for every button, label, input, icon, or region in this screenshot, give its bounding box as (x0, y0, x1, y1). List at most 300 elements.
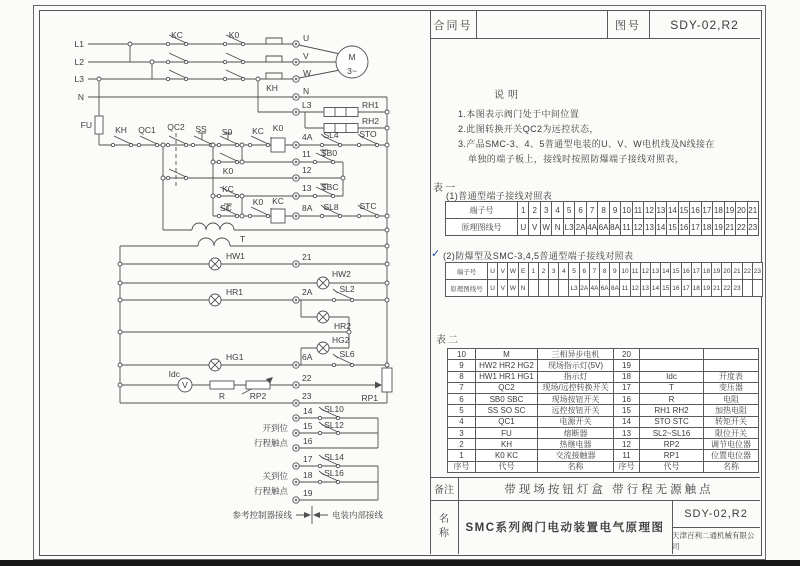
schematic-label: RH1 (362, 100, 380, 110)
schematic-label: R (218, 391, 226, 401)
schematic-label: K0 (222, 166, 234, 176)
schematic-label: 23 (302, 391, 312, 401)
schematic-label: FU (80, 120, 92, 130)
table-cell: 调节电位器 (704, 439, 759, 450)
table-cell: L3 (569, 280, 579, 297)
table-cell: SL2~SL16 (640, 428, 704, 439)
table-cell: 8 (600, 263, 610, 280)
table-cell: 10 (448, 349, 476, 360)
table-cell: 12 (644, 202, 655, 219)
table-cell: 16 (679, 219, 690, 236)
schematic-label: KC (272, 196, 284, 206)
rp2-potentiometer (246, 381, 270, 389)
table1-title: (1)普通型端子接线对照表 (446, 191, 553, 201)
table-cell: 13 (651, 263, 661, 280)
table-cell: R (640, 394, 704, 405)
table-cell: QC1 (476, 417, 538, 428)
terminal-v (293, 59, 299, 65)
schematic-label: KC (171, 30, 183, 40)
table-cell: 4A (590, 280, 600, 297)
table-cell: 名称 (704, 462, 759, 473)
table-cell: 9 (610, 263, 620, 280)
schematic-label: 行程触点 (253, 438, 288, 448)
table-cell: 12 (633, 219, 644, 236)
table-cell: 10 (620, 263, 630, 280)
schematic-label: 电装内部接线 (332, 510, 384, 520)
table-cell: 2A (575, 219, 586, 236)
table-cell: W (508, 263, 518, 280)
schematic-label: L2 (74, 57, 84, 67)
schematic-label: STO (359, 129, 377, 139)
table-cell: V (498, 263, 508, 280)
component-table-label: 表二 (436, 335, 460, 346)
table-cell: HW2 HR2 HG2 (476, 360, 538, 371)
remarks-value: 带现场按钮灯盒 带行程无源触点 (504, 483, 714, 496)
schematic-label: HW2 (332, 269, 351, 279)
table-cell: 12 (631, 280, 641, 297)
note-line-3: 3.产品SMC-3、4、5普通型电装的U、V、W电机线及N线接在 (458, 139, 715, 149)
table-cell: 23 (732, 280, 742, 297)
schematic-label: RP1 (361, 393, 378, 403)
schematic-label: N (77, 92, 84, 102)
table-cell: 序号 (614, 462, 640, 473)
table-cell: KH (476, 439, 538, 450)
table-cell: 21 (732, 263, 742, 280)
table-cell: 2 (448, 439, 476, 450)
schematic-label: HR1 (226, 287, 244, 297)
table-cell: 热继电器 (538, 439, 614, 450)
schematic-label: 8A (302, 203, 313, 213)
table-cell: T (640, 383, 704, 394)
schematic-label: 21 (302, 252, 312, 262)
rh1-resistor (324, 108, 358, 117)
table-cell: E (519, 263, 529, 280)
node (385, 228, 389, 232)
table-cell: 19 (712, 263, 722, 280)
node (385, 262, 389, 266)
terminal-l3 (293, 109, 299, 115)
table-cell: 端子号 (446, 263, 488, 280)
schematic-label: SBC (321, 182, 339, 192)
terminal-19 (293, 497, 299, 503)
schematic-label: SS (195, 124, 207, 134)
node (211, 143, 215, 147)
table-cell: 13 (641, 280, 651, 297)
hr2-lamp (317, 311, 329, 323)
node (211, 194, 215, 198)
schematic-label: HG2 (332, 335, 350, 345)
table-cell: 16 (671, 280, 681, 297)
node (385, 214, 389, 218)
table-cell: 16 (690, 202, 701, 219)
schematic-label: SL16 (324, 468, 344, 478)
table-cell: 18 (692, 280, 702, 297)
kh-heater (266, 56, 282, 62)
r-resistor (210, 381, 234, 389)
table-cell: 5 (569, 263, 579, 280)
table-cell: 17 (614, 383, 640, 394)
schematic-label: STC (359, 201, 377, 211)
terminal-2a (293, 297, 299, 303)
schematic-label: Idc (168, 369, 180, 379)
table-cell: 现场指示灯(5V) (538, 360, 614, 371)
table-cell: 8A (610, 219, 621, 236)
table-cell: 16 (682, 263, 692, 280)
node (161, 143, 165, 147)
table-cell: 17 (692, 263, 702, 280)
terminal-8a (293, 213, 299, 219)
drawing-no-footer: SDY-02,R2 (684, 507, 748, 520)
terminal-12 (293, 175, 299, 181)
hg2-lamp (317, 342, 329, 354)
schematic-label: KC (252, 126, 264, 136)
schematic-label: SL14 (324, 452, 344, 462)
table-cell: 转矩开关 (704, 417, 759, 428)
table-cell: 20 (614, 349, 640, 360)
table-cell: 原理图线号 (446, 280, 488, 297)
table-cell: 14 (656, 219, 667, 236)
table-cell: 9 (448, 360, 476, 371)
table-cell: 16 (614, 394, 640, 405)
kh-heater (266, 73, 282, 79)
table-cell: 13 (614, 428, 640, 439)
schematic-label: 16 (303, 436, 313, 446)
schematic-label: V (182, 380, 188, 390)
schematic-label: KH (115, 125, 127, 135)
table-cell: 15 (679, 202, 690, 219)
node (385, 143, 389, 147)
terminal-23 (293, 400, 299, 406)
schematic-label: 13 (302, 183, 312, 193)
company-name: 天津百利二通机械有限公司 (672, 530, 755, 551)
node (211, 160, 215, 164)
terminal-18 (293, 479, 299, 485)
table-cell: 12 (614, 439, 640, 450)
node (385, 110, 389, 114)
table-cell: Idc (640, 372, 704, 383)
drawing-no-label: 图号 (615, 19, 641, 32)
table-cell: 4 (559, 263, 569, 280)
table-cell: HW1 HR1 HG1 (476, 372, 538, 383)
table-cell: 18 (702, 263, 712, 280)
table-cell: 指示灯 (538, 372, 614, 383)
terminal-17 (293, 463, 299, 469)
node (150, 60, 154, 64)
table2-title: (2)防爆型及SMC-3,4,5普通型端子接线对照表 (443, 251, 634, 261)
node (385, 244, 389, 248)
terminal-6a (293, 362, 299, 368)
table-cell: 17 (702, 202, 713, 219)
table-cell: SB0 SBC (476, 394, 538, 405)
table-cell: 21 (748, 202, 759, 219)
table-cell: 加热电阻 (704, 405, 759, 416)
table-cell: 2 (529, 202, 540, 219)
schematic-label: SB0 (321, 148, 338, 158)
table-cell: 熔断器 (538, 428, 614, 439)
hg1-lamp (209, 359, 221, 371)
schematic-label: 22 (302, 373, 312, 383)
check-mark: ✓ (431, 248, 441, 260)
schematic-label: HR2 (334, 321, 352, 331)
rp1-potentiometer (382, 368, 392, 392)
schematic-label: 17 (303, 454, 313, 464)
schematic-label: K0 (228, 30, 240, 40)
schematic-label: K0 (272, 123, 284, 133)
table-cell: 交流接触器 (538, 450, 614, 461)
table-cell: 6 (575, 202, 586, 219)
table-cell: 11 (621, 219, 632, 236)
schematic-label: V (303, 51, 309, 61)
node (118, 330, 122, 334)
rp1-wiper-arrow (375, 382, 382, 389)
schematic-label: HG1 (226, 352, 244, 362)
boundary-arrow-left (304, 512, 311, 518)
table-cell: 4 (448, 417, 476, 428)
schematic-label: 关到位 (262, 471, 288, 481)
table-cell: 代号 (640, 462, 704, 473)
table-cell: 代号 (476, 462, 538, 473)
schematic-label: 12 (302, 165, 312, 175)
table-cell: 6A (600, 280, 610, 297)
terminal-13 (293, 193, 299, 199)
table-cell: RP1 (640, 450, 704, 461)
table-cell: 23 (753, 263, 763, 280)
table-cell: 14 (614, 417, 640, 428)
table-cell: 22 (743, 263, 753, 280)
node (240, 143, 244, 147)
table-cell: 15 (614, 405, 640, 416)
schematic-label: RH2 (362, 116, 380, 126)
node (128, 42, 132, 46)
kc-coil (271, 209, 285, 223)
table-cell: V (529, 219, 540, 236)
schematic-label: W (303, 68, 312, 78)
drawing-no-value: SDY-02,R2 (670, 17, 739, 32)
table-cell: 12 (641, 263, 651, 280)
table-cell: 2 (539, 263, 549, 280)
table-cell: 15 (671, 263, 681, 280)
schematic-label: 2A (302, 287, 313, 297)
node (385, 126, 389, 130)
table-cell: 5 (448, 405, 476, 416)
terminal-11 (293, 159, 299, 165)
table-cell: SS SO SC (476, 405, 538, 416)
notes-heading: 说明 (494, 90, 522, 101)
contract-no-label: 合同号 (433, 19, 473, 32)
table-cell: 14 (651, 280, 661, 297)
table-cell: 14 (667, 202, 678, 219)
table-cell: 3 (541, 202, 552, 219)
table-cell: 22 (722, 280, 732, 297)
table-cell: 2A (580, 280, 590, 297)
schematic-label: U (303, 33, 310, 43)
schematic-labels (75, 30, 384, 520)
schematic-label: 18 (303, 470, 313, 480)
terminal-21 (293, 261, 299, 267)
table-cell: U (488, 263, 498, 280)
node (118, 383, 122, 387)
schematic-label: M (348, 52, 356, 62)
terminal-14 (293, 415, 299, 421)
table-cell: 8 (598, 202, 609, 219)
schematic-label: QC2 (167, 122, 185, 132)
terminal-16 (293, 445, 299, 451)
node (118, 281, 122, 285)
terminal-w (293, 76, 299, 82)
table-cell: 18 (614, 372, 640, 383)
terminal-4a (293, 142, 299, 148)
schematic-label: L3 (302, 100, 312, 110)
table-cell: 位置电位器 (704, 450, 759, 461)
table-cell: K0 KC (476, 450, 538, 461)
table-cell: 15 (661, 280, 671, 297)
table-cell: 21 (725, 219, 736, 236)
hw1-lamp (209, 258, 221, 270)
node (240, 214, 244, 218)
boundary-arrow-right (313, 512, 320, 518)
node (385, 281, 389, 285)
node (161, 176, 165, 180)
table-cell: 5 (564, 202, 575, 219)
table-cell: 4 (552, 202, 563, 219)
table-cell: 19 (713, 219, 724, 236)
table-cell: 1 (529, 263, 539, 280)
table-cell: U (488, 280, 498, 297)
schematic-label: T (240, 234, 246, 244)
table-cell: RP2 (640, 439, 704, 450)
terminal-u (293, 41, 299, 47)
table-cell: W (541, 219, 552, 236)
table-cell: 远控按钮开关 (538, 405, 614, 416)
name-label: 名称 (439, 514, 449, 539)
schematic-label: 开到位 (262, 423, 288, 433)
schematic-label: S0 (221, 127, 233, 137)
table-cell: 21 (712, 280, 722, 297)
schematic-label: 19 (303, 488, 313, 498)
table-cell: 11 (633, 202, 644, 219)
table-cell: 11 (614, 450, 640, 461)
kh-heater (266, 38, 282, 44)
schematic-label: KH (266, 83, 278, 93)
schematic-label: 4A (302, 132, 313, 142)
terminal-15 (293, 430, 299, 436)
schematic-label: N (303, 86, 310, 96)
hw2-lamp (317, 277, 329, 289)
schematic-label: 14 (303, 406, 313, 416)
table-cell: 电源开关 (538, 417, 614, 428)
table-cell: 3 (549, 263, 559, 280)
table-cell: 11 (620, 280, 630, 297)
schematic-label: L3 (74, 74, 84, 84)
table-cell: 18 (713, 202, 724, 219)
table-cell: 15 (667, 219, 678, 236)
node (118, 262, 122, 266)
k0-coil (271, 138, 285, 152)
table-cell: N (552, 219, 563, 236)
schematic-label: QC1 (138, 125, 156, 135)
table-cell: 6A (598, 219, 609, 236)
table-cell: 13 (656, 202, 667, 219)
note-line-1: 1.本图表示阀门处于中间位置 (458, 109, 580, 119)
schematic-label: 6A (302, 352, 313, 362)
schematic-label: 行程触点 (253, 486, 288, 496)
schematic-label: 3~ (347, 66, 357, 76)
table-cell: QC2 (476, 383, 538, 394)
table-cell: 13 (644, 219, 655, 236)
terminal-22 (293, 382, 299, 388)
schematic-label: SC (220, 203, 232, 213)
node (385, 363, 389, 367)
table-cell: 1 (448, 450, 476, 461)
node (256, 77, 260, 81)
remarks-label: 备注 (434, 485, 454, 496)
table-cell: W (508, 280, 518, 297)
table-cell: 20 (722, 263, 732, 280)
table-cell: 14 (661, 263, 671, 280)
table-cell: 变压器 (704, 383, 759, 394)
table-cell: L3 (564, 219, 575, 236)
table-cell: 17 (682, 280, 692, 297)
node (385, 298, 389, 302)
fuse-symbol (95, 116, 103, 134)
node (118, 363, 122, 367)
table-cell: 名称 (538, 462, 614, 473)
schematic-label: SL8 (323, 202, 339, 212)
table-cell: 1 (518, 202, 529, 219)
table-cell: 现场按钮开关 (538, 394, 614, 405)
table-cell: 8A (610, 280, 620, 297)
table-cell: 7 (587, 202, 598, 219)
hr1-lamp (209, 294, 221, 306)
table-cell: RH1 RH2 (640, 405, 704, 416)
node (341, 176, 345, 180)
table-cell: 端子号 (446, 202, 518, 219)
table-cell: 8 (448, 372, 476, 383)
table-cell: 18 (702, 219, 713, 236)
table-cell: U (518, 219, 529, 236)
table-cell: 17 (690, 219, 701, 236)
schematic-label: 15 (303, 421, 313, 431)
table-cell: 三相异步电机 (538, 349, 614, 360)
table-cell: STO STC (640, 417, 704, 428)
table-cell: 6 (448, 394, 476, 405)
schematic-label: SL6 (339, 349, 355, 359)
table-cell: 7 (590, 263, 600, 280)
table-cell: 4A (587, 219, 598, 236)
node (240, 194, 244, 198)
table-cell: 10 (621, 202, 632, 219)
note-line-2: 2.此图转换开关QC2为远控状态， (458, 124, 599, 134)
table-cell: 9 (610, 202, 621, 219)
schematic-label: SL4 (323, 130, 339, 140)
schematic-label: HW1 (226, 251, 245, 261)
schematic-label: SL10 (324, 404, 344, 414)
table-cell: 3 (448, 428, 476, 439)
node (97, 77, 101, 81)
table-cell: 11 (631, 263, 641, 280)
schematic-label: L1 (74, 39, 84, 49)
table-cell: 开度表 (704, 372, 759, 383)
note-line-4: 单独的端子板上，接线时按照防爆端子接线对照表， (468, 154, 685, 164)
schematic-label: KC (222, 184, 234, 194)
table-cell: 电阻 (704, 394, 759, 405)
schematic-label: 11 (302, 149, 311, 159)
terminal-n (293, 94, 299, 100)
table-cell: FU (476, 428, 538, 439)
table-cell: 原理图线号 (446, 219, 518, 236)
drawing-title: SMC系列阀门电动装置电气原理图 (465, 522, 665, 534)
table-cell: 19 (725, 202, 736, 219)
